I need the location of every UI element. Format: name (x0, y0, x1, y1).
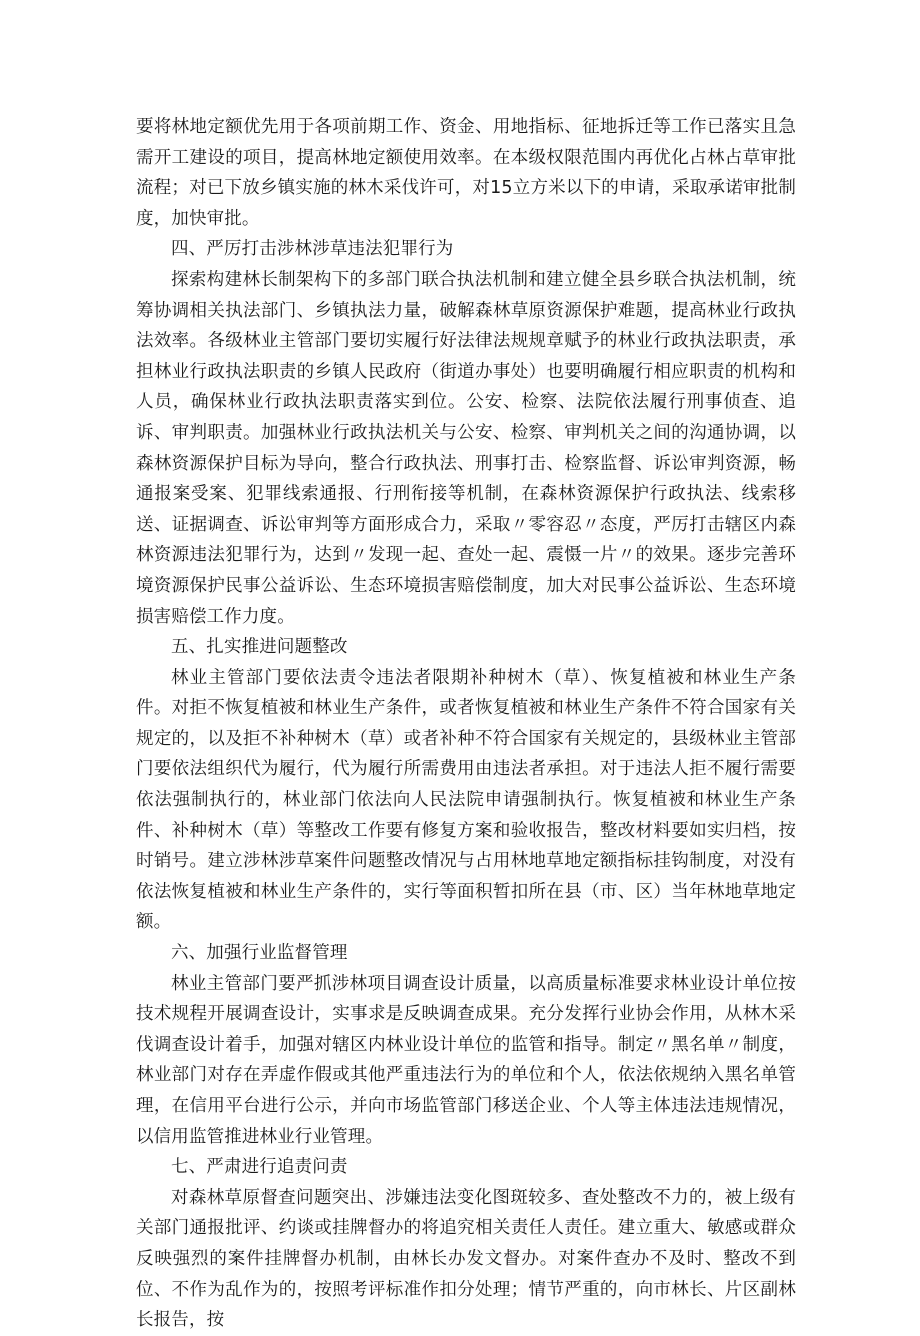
section-heading-5: 五、扎实推进问题整改 (171, 637, 348, 658)
paragraph-rectification: 林业主管部门要依法责令违法者限期补种树木（草）、恢复植被和林业生产条件。对拒不恢复植被和林业生产条件，或者恢复植被和林业生产条件不符合国家有关规定的，以及拒不补种树木（草）或者补种不符合国家有关规定的，县级林业主管部门要依法组织代为履行，代为履行所需费用由违法者承担。对于违法人拒不履行需要依法强制执行的，林业部门依法向人民法院申请强制执行。恢复植被和林业生产条件、补种树木（草）等整改工作要有修复方案和验收报告，整改材料要如实归档，按时销号。建立涉林涉草案件问题整改情况与占用林地草地定额指标挂钩制度，对没有依法恢复植被和林业生产条件的，实行等面积暂扣所在县（市、区）当年林地草地定额。 (136, 667, 796, 933)
paragraph-forest-quota: 要将林地定额优先用于各项前期工作、资金、用地指标、征地拆迁等工作已落实且急需开工建设的项目，提高林地定额使用效率。在本级权限范围内再优化占林占草审批流程；对已下放乡镇实施的林木采伐许可，对15立方米以下的申请，采取承诺审批制度，加快审批。 (136, 117, 796, 229)
document-page (136, 112, 796, 1336)
section-heading-6: 六、加强行业监督管理 (171, 943, 348, 964)
paragraph-accountability: 对森林草原督查问题突出、涉嫌违法变化图斑较多、查处整改不力的，被上级有关部门通报批评、约谈或挂牌督办的将追究相关责任人责任。建立重大、敏感或群众反映强烈的案件挂牌督办机制，由林长办发文督办。对案件查办不及时、整改不到位、不作为乱作为的，按照考评标准作扣分处理；情节严重的，向市林长、片区副林长报告，按 (136, 1187, 796, 1331)
paragraph-enforcement: 探索构建林长制架构下的多部门联合执法机制和建立健全县乡联合执法机制，统筹协调相关执法部门、乡镇执法力量，破解森林草原资源保护难题，提高林业行政执法效率。各级林业主管部门要切实履行好法律法规规章赋予的林业行政执法职责，承担林业行政执法职责的乡镇人民政府（街道办事处）也要明确履行相应职责的机构和人员，确保林业行政执法职责落实到位。公安、检察、法院依法履行刑事侦查、追诉、审判职责。加强林业行政执法机关与公安、检察、审判机关之间的沟通协调，以森林资源保护目标为导向，整合行政执法、刑事打击、检察监督、诉讼审判资源，畅通报案受案、犯罪线索通报、行刑衔接等机制，在森林资源保护行政执法、线索移送、证据调查、诉讼审判等方面形成合力，采取〃零容忍〃态度，严厉打击辖区内森林资源违法犯罪行为，达到〃发现一起、查处一起、震慑一片〃的效果。逐步完善环境资源保护民事公益诉讼、生态环境损害赔偿制度，加大对民事公益诉讼、生态环境损害赔偿工作力度。 (136, 269, 796, 627)
paragraph-supervision: 林业主管部门要严抓涉林项目调查设计质量，以高质量标准要求林业设计单位按技术规程开展调查设计，实事求是反映调查成果。充分发挥行业协会作用，从林木采伐调查设计着手，加强对辖区内林业设计单位的监管和指导。制定〃黑名单〃制度，林业部门对存在弄虚作假或其他严重违法行为的单位和个人，依法依规纳入黑名单管理，在信用平台进行公示，并向市场监管部门移送企业、个人等主体违法违规情况，以信用监管推进林业行业管理。 (136, 973, 796, 1147)
section-heading-4: 四、严厉打击涉林涉草违法犯罪行为 (171, 239, 454, 260)
section-heading-7: 七、严肃进行追责问责 (171, 1157, 348, 1178)
